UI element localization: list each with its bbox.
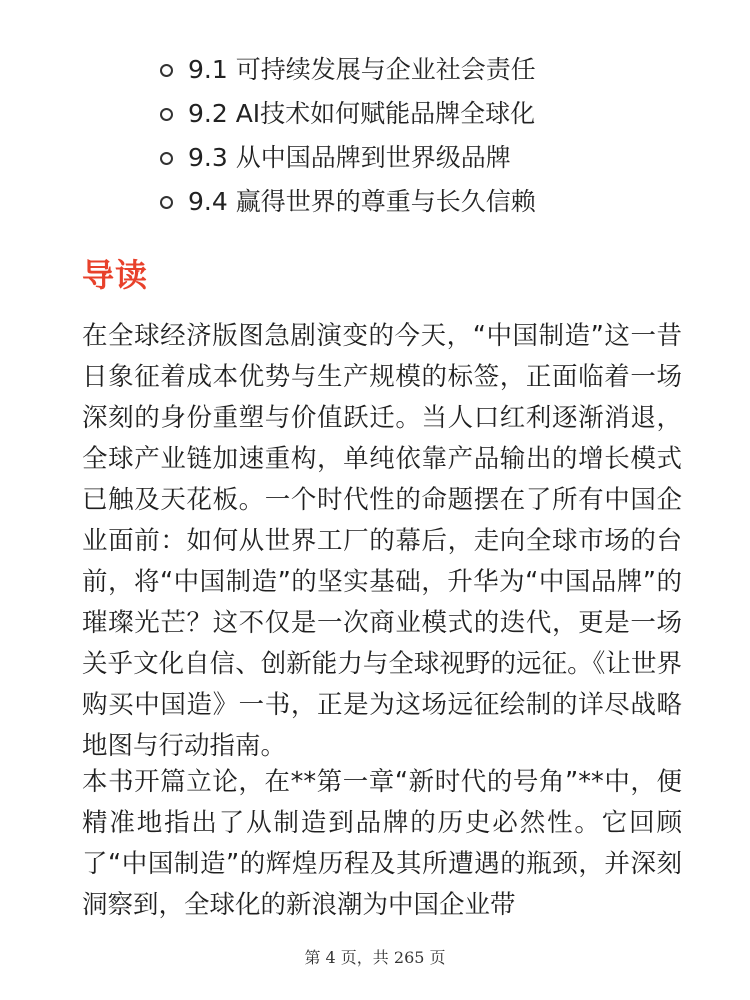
hollow-circle-bullet-icon: [160, 108, 173, 121]
hollow-circle-bullet-icon: [160, 64, 173, 77]
section-heading: 导读: [82, 256, 149, 294]
toc-item: [160, 92, 720, 136]
toc-item: [160, 180, 720, 224]
hollow-circle-bullet-icon: [160, 152, 173, 165]
toc-list: [160, 48, 720, 224]
toc-item: [160, 136, 720, 180]
toc-item-label: 9.4 赢得世界的尊重与长久信赖: [188, 187, 536, 216]
body-paragraph: 本书开篇立论，在**第一章“新时代的号角”**中，便精准地指出了从制造到品牌的历史必然性。它回顾了“中国制造”的辉煌历程及其所遭遇的瓶颈，并深刻洞察到，全球化的新浪潮为中国企业带: [82, 767, 682, 920]
toc-item: [160, 48, 720, 92]
toc-item-label: 9.3 从中国品牌到世界级品牌: [188, 143, 511, 172]
hollow-circle-bullet-icon: [160, 196, 173, 209]
toc-item-label: 9.2 AI技术如何赋能品牌全球化: [188, 99, 536, 128]
page-number-footer: 第 4 页，共 265 页: [304, 948, 446, 967]
toc-item-label: 9.1 可持续发展与企业社会责任: [188, 55, 536, 84]
body-paragraph: 在全球经济版图急剧演变的今天，“中国制造”这一昔日象征着成本优势与生产规模的标签，正面临着一场深刻的身份重塑与价值跃迁。当人口红利逐渐消退，全球产业链加速重构，单纯依靠产品输出的增长模式已触及天花板。一个时代性的命题摆在了所有中国企业面前：如何从世界工厂的幕后，走向全球市场的台前，将“中国制造”的坚实基础，升华为“中国品牌”的璀璨光芒？这不仅是一次商业模式的迭代，更是一场关乎文化自信、创新能力与全球视野的远征。《让世界购买中国造》一书，正是为这场远征绘制的详尽战略地图与行动指南。: [82, 321, 682, 761]
